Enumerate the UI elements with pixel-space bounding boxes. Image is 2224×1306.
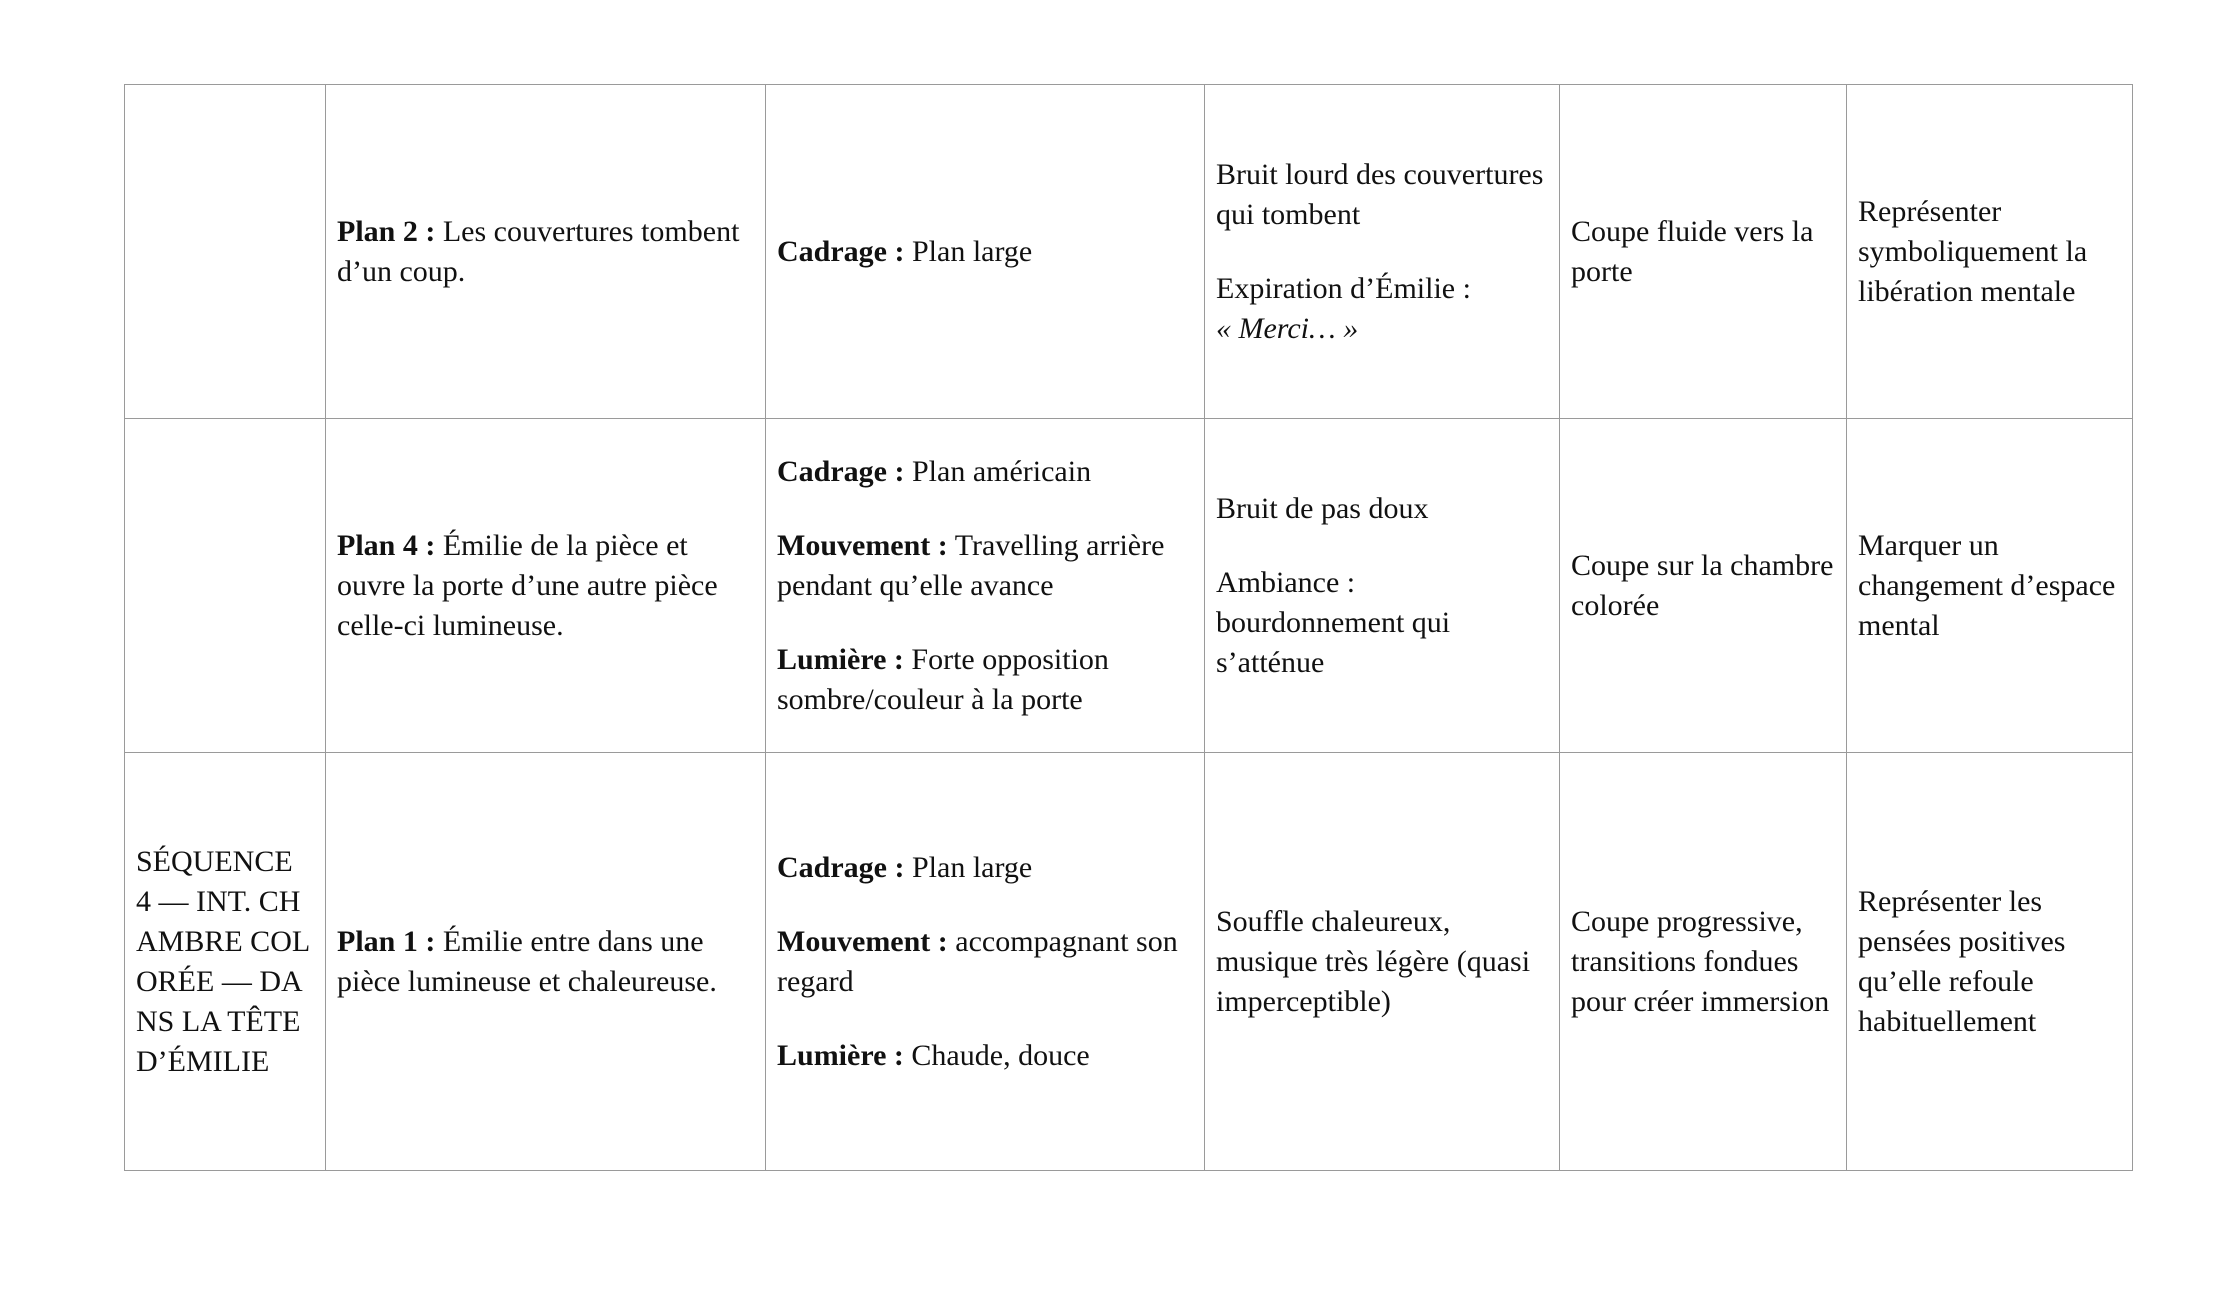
sound-paragraph — [1216, 269, 1548, 349]
technique-cell — [766, 419, 1205, 753]
plan-text: Émilie entre dans une pièce lumineuse et chaleureuse. — [337, 924, 717, 998]
sound-paragraph: Ambiance : bourdonnement qui s’atténue — [1216, 565, 1451, 679]
technique-cell — [766, 753, 1205, 1171]
technique-text: Chaude, douce — [903, 1038, 1090, 1072]
technique-label: Cadrage : — [777, 454, 905, 488]
plan-label: Plan 4 : — [337, 528, 436, 562]
technique-label: Cadrage : — [777, 850, 905, 884]
sound-cell — [1205, 753, 1560, 1171]
storyboard-table — [124, 84, 2133, 1171]
transition-cell: Coupe sur la chambre colorée — [1560, 419, 1847, 753]
table-row — [125, 85, 2133, 419]
sound-quote: « Merci… » — [1216, 311, 1359, 345]
technique-text: Plan large — [904, 850, 1033, 884]
technique-item — [777, 922, 1193, 1002]
technique-label: Mouvement : — [777, 924, 948, 958]
transition-cell: Coupe progressive, transitions fondues pour créer immersion — [1560, 753, 1847, 1171]
sound-paragraph: Bruit de pas doux — [1216, 491, 1429, 525]
technique-label: Lumière : — [777, 1038, 904, 1072]
technique-item — [777, 1036, 1193, 1076]
technique-text: Forte opposition sombre/couleur à la porte — [777, 642, 1109, 716]
technique-cell — [766, 85, 1205, 419]
technique-text: accompagnant son regard — [777, 924, 1178, 998]
sound-paragraph: Bruit lourd des couvertures qui tombent — [1216, 157, 1544, 231]
sequence-cell — [125, 85, 326, 419]
technique-label: Mouvement : — [777, 528, 948, 562]
sound-cell — [1205, 419, 1560, 753]
plan-cell — [326, 85, 766, 419]
sequence-cell: SÉQUENCE 4 — INT. CHAMBRE COLORÉE — DANS LA TÊTE D’ÉMILIE — [125, 753, 326, 1171]
sequence-cell — [125, 419, 326, 753]
technique-item — [777, 848, 1193, 888]
plan-label: Plan 1 : — [337, 924, 436, 958]
plan-text: Émilie de la pièce et ouvre la porte d’une autre pièce celle-ci lumineuse. — [337, 528, 718, 642]
technique-item — [777, 452, 1193, 492]
sound-cell — [1205, 85, 1560, 419]
plan-cell — [326, 419, 766, 753]
intention-cell: Marquer un changement d’espace mental — [1847, 419, 2133, 753]
transition-cell: Coupe fluide vers la porte — [1560, 85, 1847, 419]
technique-item — [777, 640, 1193, 720]
technique-item — [777, 526, 1193, 606]
intention-cell: Représenter les pensées positives qu’elle refoule habituellement — [1847, 753, 2133, 1171]
sound-paragraph: Souffle chaleureux, musique très légère (quasi imperceptible) — [1216, 904, 1531, 1018]
plan-cell — [326, 753, 766, 1171]
intention-cell: Représenter symboliquement la libération mentale — [1847, 85, 2133, 419]
technique-text: Plan large — [904, 234, 1033, 268]
table-row — [125, 753, 2133, 1171]
plan-label: Plan 2 : — [337, 214, 436, 248]
technique-item — [777, 232, 1193, 272]
technique-label: Cadrage : — [777, 234, 905, 268]
plan-text: Les couvertures tombent d’un coup. — [337, 214, 740, 288]
table-row — [125, 419, 2133, 753]
technique-text: Plan américain — [904, 454, 1092, 488]
technique-label: Lumière : — [777, 642, 904, 676]
technique-text: Travelling arrière pendant qu’elle avance — [777, 528, 1165, 602]
sound-text: Expiration d’Émilie : — [1216, 271, 1471, 305]
